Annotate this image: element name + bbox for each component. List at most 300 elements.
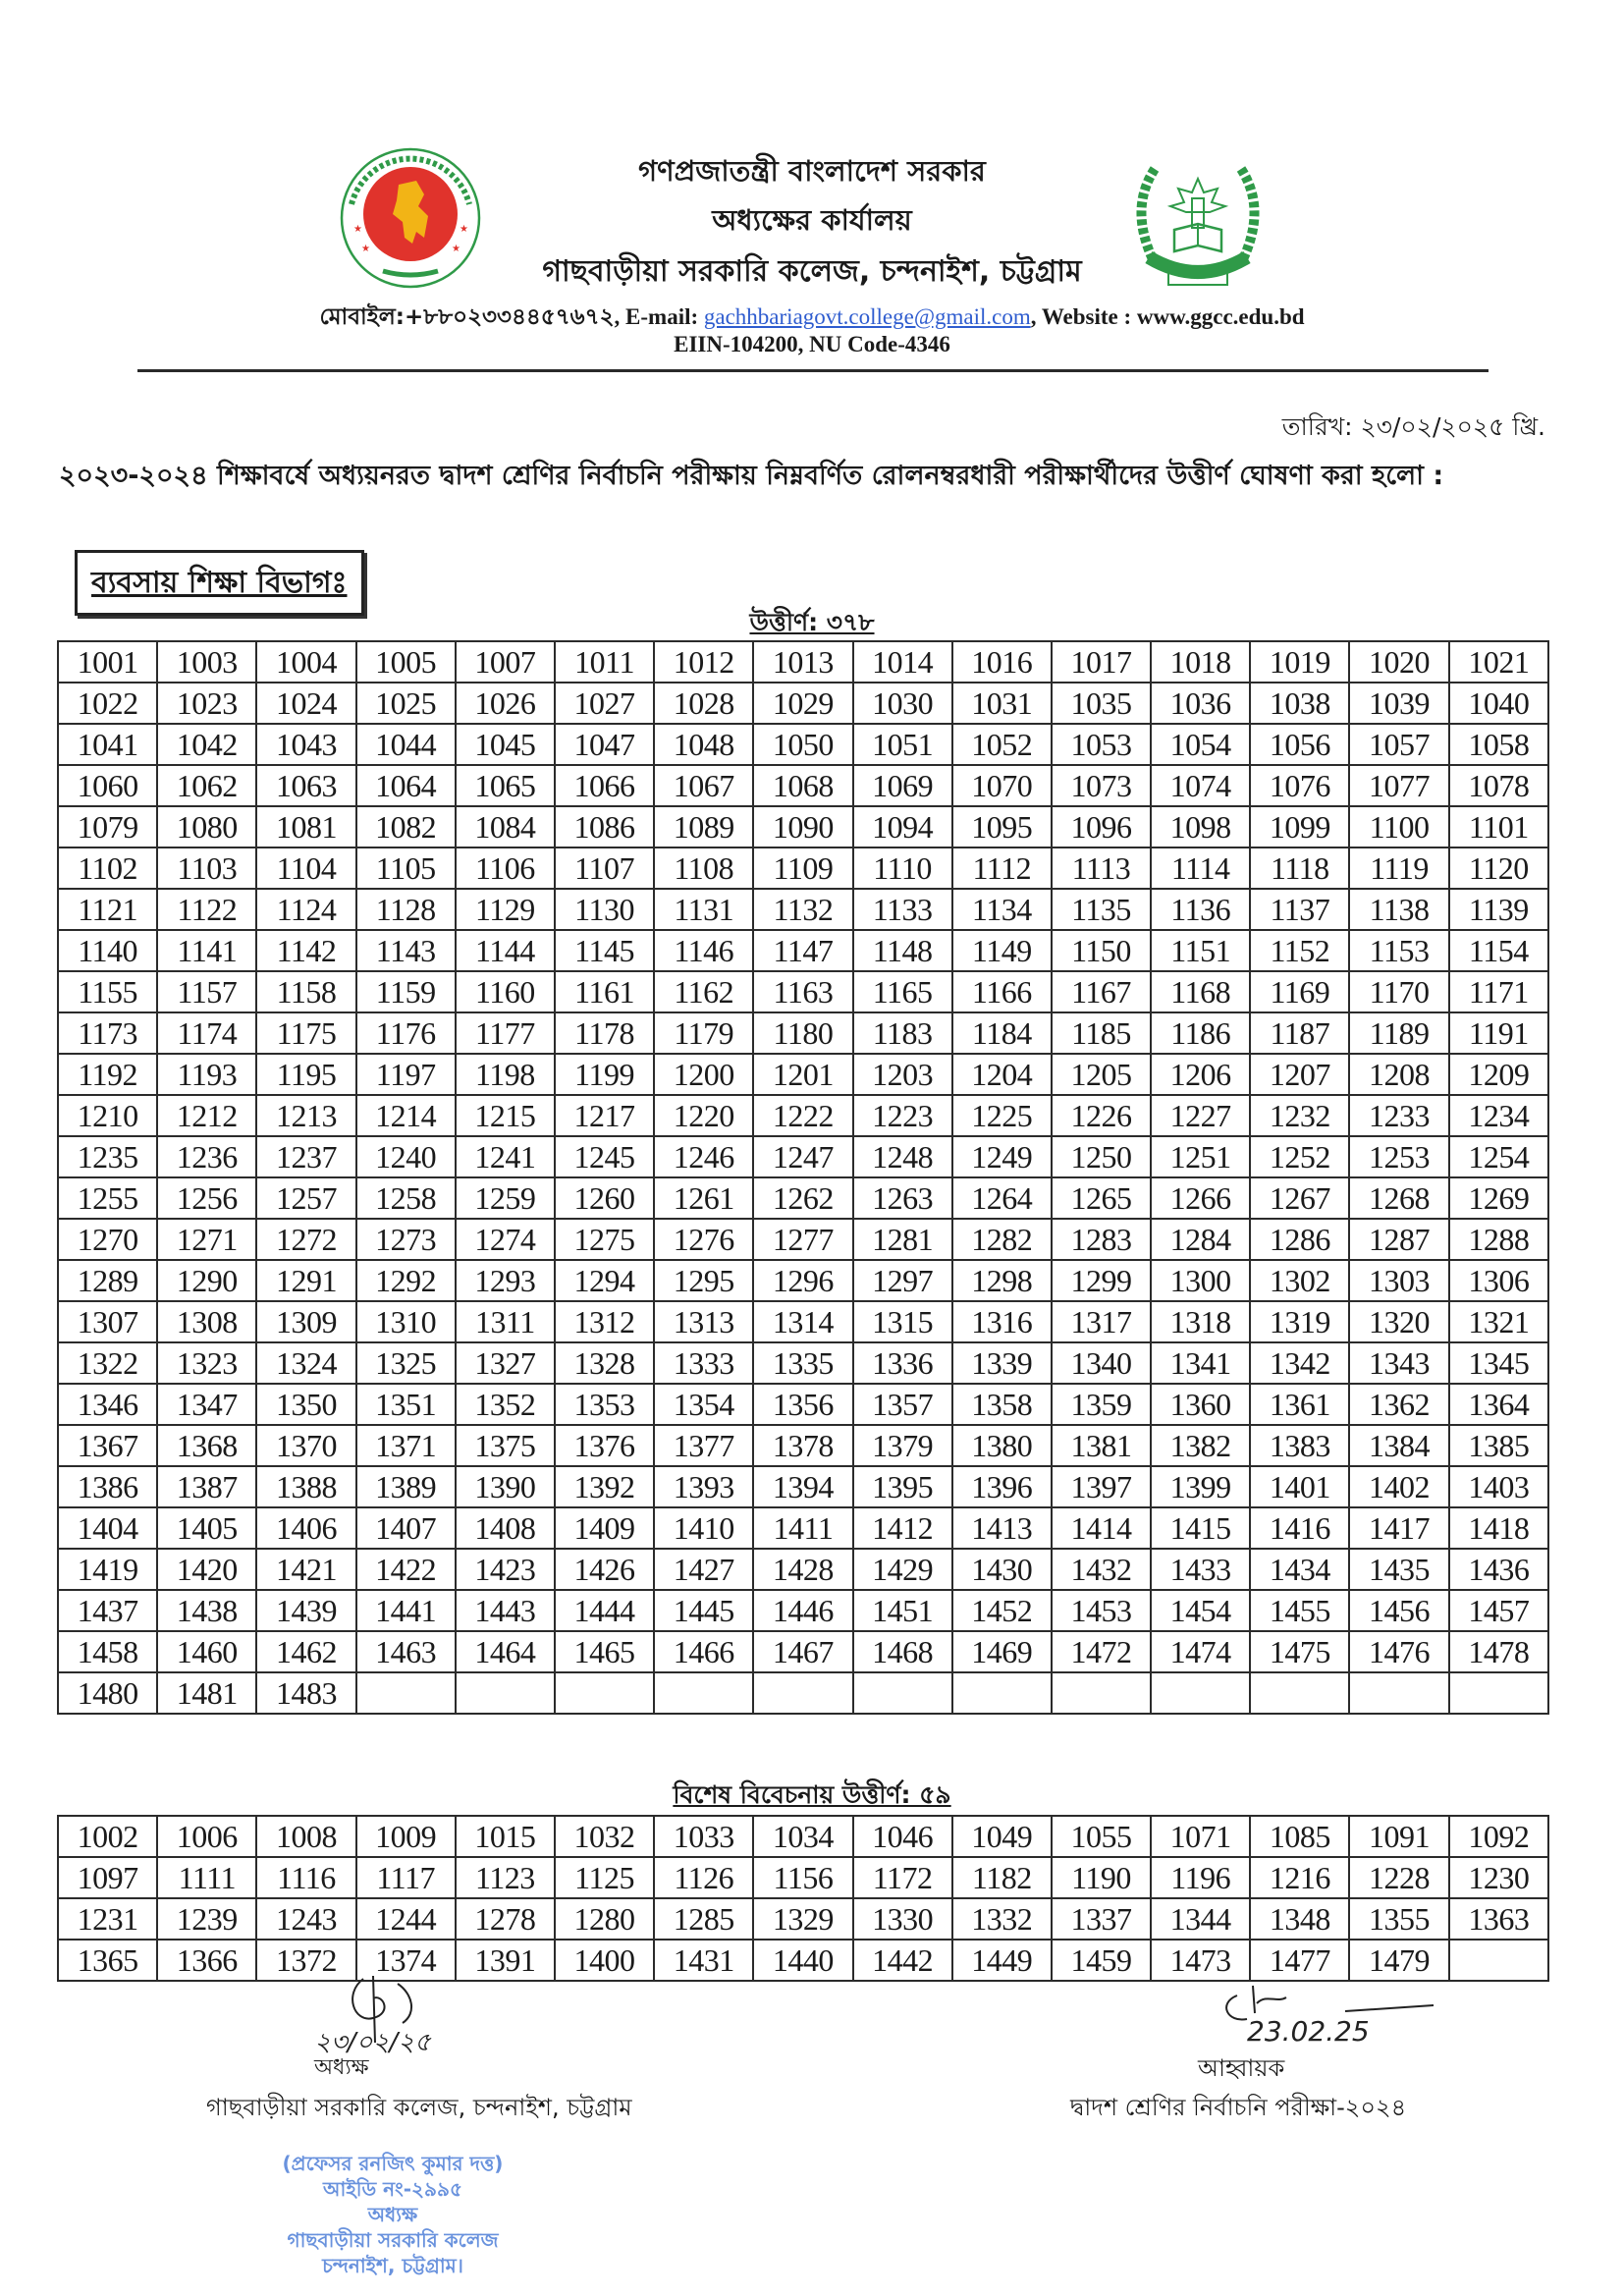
roll-cell: 1324	[256, 1342, 355, 1384]
roll-cell: 1376	[555, 1425, 654, 1466]
empty-cell	[952, 1672, 1052, 1714]
roll-cell: 1012	[654, 641, 753, 683]
roll-cell: 1344	[1151, 1898, 1250, 1940]
roll-cell: 1418	[1449, 1507, 1548, 1549]
table-row	[58, 1219, 1548, 1260]
empty-cell	[555, 1672, 654, 1714]
roll-cell: 1474	[1151, 1631, 1250, 1672]
empty-cell	[853, 1672, 952, 1714]
roll-cell: 1157	[157, 971, 256, 1012]
roll-cell: 1444	[555, 1590, 654, 1631]
roll-cell: 1049	[952, 1816, 1052, 1857]
roll-cell: 1357	[853, 1384, 952, 1425]
roll-cell: 1457	[1449, 1590, 1548, 1631]
roll-cell: 1451	[853, 1590, 952, 1631]
roll-cell: 1374	[356, 1940, 456, 1981]
roll-cell: 1017	[1052, 641, 1151, 683]
roll-cell: 1193	[157, 1054, 256, 1095]
roll-cell: 1432	[1052, 1549, 1151, 1590]
roll-cell: 1372	[256, 1940, 355, 1981]
roll-cell: 1248	[853, 1136, 952, 1177]
roll-cell: 1022	[58, 683, 157, 724]
roll-cell: 1110	[853, 847, 952, 889]
roll-cell: 1018	[1151, 641, 1250, 683]
roll-cell: 1161	[555, 971, 654, 1012]
roll-cell: 1235	[58, 1136, 157, 1177]
roll-cell: 1134	[952, 889, 1052, 930]
roll-cell: 1182	[952, 1857, 1052, 1898]
roll-cell: 1436	[1449, 1549, 1548, 1590]
roll-cell: 1480	[58, 1672, 157, 1714]
roll-cell: 1045	[456, 724, 555, 765]
roll-cell: 1288	[1449, 1219, 1548, 1260]
roll-cell: 1227	[1151, 1095, 1250, 1136]
roll-cell: 1149	[952, 930, 1052, 971]
roll-cell: 1042	[157, 724, 256, 765]
roll-cell: 1234	[1449, 1095, 1548, 1136]
roll-cell: 1325	[356, 1342, 456, 1384]
roll-cell: 1132	[753, 889, 852, 930]
roll-cell: 1079	[58, 806, 157, 847]
table-row	[58, 1384, 1548, 1425]
roll-cell: 1220	[654, 1095, 753, 1136]
roll-cell: 1168	[1151, 971, 1250, 1012]
roll-cell: 1201	[753, 1054, 852, 1095]
convener-title: আহ্বায়ক	[1198, 2054, 1285, 2082]
roll-cell: 1233	[1349, 1095, 1448, 1136]
roll-cell: 1086	[555, 806, 654, 847]
roll-cell: 1399	[1151, 1466, 1250, 1507]
roll-cell: 1122	[157, 889, 256, 930]
roll-cell: 1246	[654, 1136, 753, 1177]
roll-cell: 1207	[1250, 1054, 1349, 1095]
roll-cell: 1141	[157, 930, 256, 971]
roll-cell: 1295	[654, 1260, 753, 1301]
roll-cell: 1223	[853, 1095, 952, 1136]
empty-cell	[356, 1672, 456, 1714]
roll-cell: 1335	[753, 1342, 852, 1384]
roll-cell: 1371	[356, 1425, 456, 1466]
stamp-id: আইডি নং-২৯৯৫	[323, 2177, 462, 2201]
roll-cell: 1032	[555, 1816, 654, 1857]
roll-cell: 1298	[952, 1260, 1052, 1301]
roll-cell: 1259	[456, 1177, 555, 1219]
website-label: , Website :	[1030, 304, 1137, 329]
table-row	[58, 1816, 1548, 1857]
roll-cell: 1214	[356, 1095, 456, 1136]
convener-signature-date: 23.02.25	[1247, 2015, 1370, 2048]
roll-cell: 1327	[456, 1342, 555, 1384]
roll-cell: 1431	[654, 1940, 753, 1981]
roll-cell: 1146	[654, 930, 753, 971]
roll-cell: 1365	[58, 1940, 157, 1981]
roll-cell: 1347	[157, 1384, 256, 1425]
roll-cell: 1262	[753, 1177, 852, 1219]
roll-cell: 1280	[555, 1898, 654, 1940]
roll-cell: 1467	[753, 1631, 852, 1672]
roll-cell: 1005	[356, 641, 456, 683]
roll-cell: 1191	[1449, 1012, 1548, 1054]
roll-cell: 1464	[456, 1631, 555, 1672]
roll-cell: 1253	[1349, 1136, 1448, 1177]
roll-cell: 1118	[1250, 847, 1349, 889]
roll-cell: 1131	[654, 889, 753, 930]
roll-cell: 1453	[1052, 1590, 1151, 1631]
roll-cell: 1050	[753, 724, 852, 765]
roll-cell: 1130	[555, 889, 654, 930]
roll-cell: 1414	[1052, 1507, 1151, 1549]
roll-cell: 1343	[1349, 1342, 1448, 1384]
roll-cell: 1020	[1349, 641, 1448, 683]
roll-cell: 1465	[555, 1631, 654, 1672]
roll-cell: 1096	[1052, 806, 1151, 847]
roll-cell: 1073	[1052, 765, 1151, 806]
roll-cell: 1147	[753, 930, 852, 971]
roll-cell: 1333	[654, 1342, 753, 1384]
table-row	[58, 1466, 1548, 1507]
roll-cell: 1407	[356, 1507, 456, 1549]
roll-cell: 1427	[654, 1549, 753, 1590]
roll-cell: 1428	[753, 1549, 852, 1590]
roll-cell: 1121	[58, 889, 157, 930]
roll-cell: 1241	[456, 1136, 555, 1177]
roll-cell: 1310	[356, 1301, 456, 1342]
roll-cell: 1420	[157, 1549, 256, 1590]
roll-cell: 1313	[654, 1301, 753, 1342]
government-title: গণপ্রজাতন্ত্রী বাংলাদেশ সরকার	[638, 154, 986, 188]
roll-cell: 1260	[555, 1177, 654, 1219]
roll-cell: 1358	[952, 1384, 1052, 1425]
roll-cell: 1232	[1250, 1095, 1349, 1136]
roll-cell: 1001	[58, 641, 157, 683]
roll-cell: 1439	[256, 1590, 355, 1631]
roll-cell: 1377	[654, 1425, 753, 1466]
roll-cell: 1025	[356, 683, 456, 724]
empty-cell	[456, 1672, 555, 1714]
roll-cell: 1355	[1349, 1898, 1448, 1940]
roll-cell: 1092	[1449, 1816, 1548, 1857]
roll-cell: 1076	[1250, 765, 1349, 806]
special-rolls-table	[57, 1815, 1549, 1982]
roll-cell: 1286	[1250, 1219, 1349, 1260]
roll-cell: 1185	[1052, 1012, 1151, 1054]
table-row	[58, 1301, 1548, 1342]
stamp-title: অধ্যক্ষ	[367, 2203, 418, 2226]
roll-cell: 1290	[157, 1260, 256, 1301]
roll-cell: 1070	[952, 765, 1052, 806]
roll-cell: 1284	[1151, 1219, 1250, 1260]
svg-text:★: ★	[460, 224, 468, 235]
principal-stamp	[216, 2151, 569, 2278]
roll-cell: 1209	[1449, 1054, 1548, 1095]
roll-cell: 1422	[356, 1549, 456, 1590]
roll-cell: 1060	[58, 765, 157, 806]
roll-cell: 1452	[952, 1590, 1052, 1631]
roll-cell: 1009	[356, 1816, 456, 1857]
stamp-name: (প্রফেসর রনজিৎ কুমার দত্ত)	[282, 2152, 504, 2175]
roll-cell: 1306	[1449, 1260, 1548, 1301]
roll-cell: 1409	[555, 1507, 654, 1549]
roll-cell: 1152	[1250, 930, 1349, 971]
roll-cell: 1340	[1052, 1342, 1151, 1384]
roll-cell: 1387	[157, 1466, 256, 1507]
roll-cell: 1455	[1250, 1590, 1349, 1631]
roll-cell: 1292	[356, 1260, 456, 1301]
roll-cell: 1251	[1151, 1136, 1250, 1177]
roll-cell: 1475	[1250, 1631, 1349, 1672]
roll-cell: 1397	[1052, 1466, 1151, 1507]
roll-cell: 1337	[1052, 1898, 1151, 1940]
roll-cell: 1287	[1349, 1219, 1448, 1260]
table-row	[58, 1672, 1548, 1714]
roll-cell: 1222	[753, 1095, 852, 1136]
roll-cell: 1154	[1449, 930, 1548, 971]
roll-cell: 1307	[58, 1301, 157, 1342]
table-row	[58, 1136, 1548, 1177]
roll-cell: 1085	[1250, 1816, 1349, 1857]
roll-cell: 1197	[356, 1054, 456, 1095]
roll-cell: 1228	[1349, 1857, 1448, 1898]
roll-cell: 1245	[555, 1136, 654, 1177]
roll-cell: 1116	[256, 1857, 355, 1898]
roll-cell: 1314	[753, 1301, 852, 1342]
roll-cell: 1033	[654, 1816, 753, 1857]
roll-cell: 1339	[952, 1342, 1052, 1384]
roll-cell: 1258	[356, 1177, 456, 1219]
roll-cell: 1206	[1151, 1054, 1250, 1095]
roll-cell: 1155	[58, 971, 157, 1012]
roll-cell: 1370	[256, 1425, 355, 1466]
roll-cell: 1473	[1151, 1940, 1250, 1981]
notice-text: ২০২৩-২০২৪ শিক্ষাবর্ষে অধ্যয়নরত দ্বাদশ শ্রেণির নির্বাচনি পরীক্ষায় নিম্নবর্ণিত রোলনম্বরধারী পরীক্ষার্থীদের উত্তীর্ণ ঘোষণা করা হলো :	[59, 461, 1444, 491]
roll-cell: 1367	[58, 1425, 157, 1466]
roll-cell: 1102	[58, 847, 157, 889]
table-row	[58, 1507, 1548, 1549]
roll-cell: 1106	[456, 847, 555, 889]
roll-cell: 1024	[256, 683, 355, 724]
roll-cell: 1463	[356, 1631, 456, 1672]
roll-cell: 1200	[654, 1054, 753, 1095]
passed-heading: উত্তীর্ণ: ৩৭৮	[749, 608, 875, 636]
roll-cell: 1183	[853, 1012, 952, 1054]
roll-cell: 1423	[456, 1549, 555, 1590]
special-consideration-heading: বিশেষ বিবেচনায় উত্তীর্ণ: ৫৯	[673, 1780, 951, 1809]
roll-cell: 1190	[1052, 1857, 1151, 1898]
roll-cell: 1120	[1449, 847, 1548, 889]
roll-cell: 1213	[256, 1095, 355, 1136]
roll-cell: 1068	[753, 765, 852, 806]
roll-cell: 1145	[555, 930, 654, 971]
roll-cell: 1071	[1151, 1816, 1250, 1857]
roll-cell: 1111	[157, 1857, 256, 1898]
roll-cell: 1038	[1250, 683, 1349, 724]
college-title: গাছবাড়ীয়া সরকারি কলেজ, চন্দনাইশ, চট্টগ্রাম	[542, 254, 1082, 289]
roll-cell: 1273	[356, 1219, 456, 1260]
roll-cell: 1282	[952, 1219, 1052, 1260]
roll-cell: 1396	[952, 1466, 1052, 1507]
empty-cell	[1052, 1672, 1151, 1714]
roll-cell: 1281	[853, 1219, 952, 1260]
roll-cell: 1035	[1052, 683, 1151, 724]
roll-cell: 1267	[1250, 1177, 1349, 1219]
roll-cell: 1391	[456, 1940, 555, 1981]
roll-cell: 1271	[157, 1219, 256, 1260]
roll-cell: 1410	[654, 1507, 753, 1549]
roll-cell: 1361	[1250, 1384, 1349, 1425]
roll-cell: 1057	[1349, 724, 1448, 765]
roll-cell: 1176	[356, 1012, 456, 1054]
roll-cell: 1028	[654, 683, 753, 724]
roll-cell: 1047	[555, 724, 654, 765]
roll-cell: 1360	[1151, 1384, 1250, 1425]
roll-cell: 1364	[1449, 1384, 1548, 1425]
roll-cell: 1421	[256, 1549, 355, 1590]
roll-cell: 1366	[157, 1940, 256, 1981]
roll-cell: 1019	[1250, 641, 1349, 683]
table-row	[58, 1054, 1548, 1095]
roll-cell: 1177	[456, 1012, 555, 1054]
roll-cell: 1171	[1449, 971, 1548, 1012]
roll-cell: 1148	[853, 930, 952, 971]
roll-cell: 1052	[952, 724, 1052, 765]
roll-cell: 1089	[654, 806, 753, 847]
passed-rolls-table	[57, 640, 1549, 1715]
roll-cell: 1255	[58, 1177, 157, 1219]
roll-cell: 1429	[853, 1549, 952, 1590]
roll-cell: 1419	[58, 1549, 157, 1590]
roll-cell: 1323	[157, 1342, 256, 1384]
roll-cell: 1413	[952, 1507, 1052, 1549]
roll-cell: 1053	[1052, 724, 1151, 765]
roll-cell: 1433	[1151, 1549, 1250, 1590]
roll-cell: 1265	[1052, 1177, 1151, 1219]
roll-cell: 1375	[456, 1425, 555, 1466]
roll-cell: 1078	[1449, 765, 1548, 806]
roll-cell: 1240	[356, 1136, 456, 1177]
table-row	[58, 1095, 1548, 1136]
roll-cell: 1408	[456, 1507, 555, 1549]
roll-cell: 1142	[256, 930, 355, 971]
roll-cell: 1128	[356, 889, 456, 930]
roll-cell: 1174	[157, 1012, 256, 1054]
roll-cell: 1144	[456, 930, 555, 971]
roll-cell: 1095	[952, 806, 1052, 847]
roll-cell: 1013	[753, 641, 852, 683]
roll-cell: 1435	[1349, 1549, 1448, 1590]
roll-cell: 1100	[1349, 806, 1448, 847]
empty-cell	[1449, 1672, 1548, 1714]
principal-signature-date: ২৩/০২/২৫	[314, 2028, 431, 2057]
roll-cell: 1217	[555, 1095, 654, 1136]
roll-cell: 1030	[853, 683, 952, 724]
roll-cell: 1321	[1449, 1301, 1548, 1342]
roll-cell: 1256	[157, 1177, 256, 1219]
roll-cell: 1090	[753, 806, 852, 847]
roll-cell: 1378	[753, 1425, 852, 1466]
roll-cell: 1187	[1250, 1012, 1349, 1054]
convener-signature	[1218, 1984, 1473, 2057]
empty-cell	[1250, 1672, 1349, 1714]
roll-cell: 1143	[356, 930, 456, 971]
roll-cell: 1384	[1349, 1425, 1448, 1466]
roll-cell: 1023	[157, 683, 256, 724]
email-link[interactable]: gachhbariagovt.college@gmail.com	[703, 304, 1031, 329]
roll-cell: 1257	[256, 1177, 355, 1219]
roll-cell: 1404	[58, 1507, 157, 1549]
roll-cell: 1395	[853, 1466, 952, 1507]
institution-codes: EIIN-104200, NU Code-4346	[674, 332, 950, 356]
roll-cell: 1353	[555, 1384, 654, 1425]
roll-cell: 1198	[456, 1054, 555, 1095]
table-row	[58, 1940, 1548, 1981]
roll-cell: 1300	[1151, 1260, 1250, 1301]
roll-cell: 1008	[256, 1816, 355, 1857]
roll-cell: 1302	[1250, 1260, 1349, 1301]
roll-cell: 1205	[1052, 1054, 1151, 1095]
roll-cell: 1237	[256, 1136, 355, 1177]
roll-cell: 1064	[356, 765, 456, 806]
roll-cell: 1317	[1052, 1301, 1151, 1342]
roll-cell: 1382	[1151, 1425, 1250, 1466]
roll-cell: 1140	[58, 930, 157, 971]
roll-cell: 1383	[1250, 1425, 1349, 1466]
roll-cell: 1296	[753, 1260, 852, 1301]
table-row	[58, 765, 1548, 806]
roll-cell: 1138	[1349, 889, 1448, 930]
website-link[interactable]: www.ggcc.edu.bd	[1136, 304, 1305, 329]
roll-cell: 1180	[753, 1012, 852, 1054]
roll-cell: 1294	[555, 1260, 654, 1301]
roll-cell: 1330	[853, 1898, 952, 1940]
roll-cell: 1328	[555, 1342, 654, 1384]
roll-cell: 1303	[1349, 1260, 1448, 1301]
roll-cell: 1094	[853, 806, 952, 847]
roll-cell: 1386	[58, 1466, 157, 1507]
roll-cell: 1263	[853, 1177, 952, 1219]
roll-cell: 1178	[555, 1012, 654, 1054]
table-row	[58, 1549, 1548, 1590]
roll-cell: 1261	[654, 1177, 753, 1219]
roll-cell: 1297	[853, 1260, 952, 1301]
table-row	[58, 641, 1548, 683]
roll-cell: 1405	[157, 1507, 256, 1549]
roll-cell: 1124	[256, 889, 355, 930]
roll-cell: 1362	[1349, 1384, 1448, 1425]
roll-cell: 1438	[157, 1590, 256, 1631]
roll-cell: 1400	[555, 1940, 654, 1981]
table-row	[58, 889, 1548, 930]
roll-cell: 1014	[853, 641, 952, 683]
roll-cell: 1476	[1349, 1631, 1448, 1672]
roll-cell: 1250	[1052, 1136, 1151, 1177]
roll-cell: 1169	[1250, 971, 1349, 1012]
stamp-location: চন্দনাইশ, চট্টগ্রাম।	[322, 2254, 463, 2277]
roll-cell: 1469	[952, 1631, 1052, 1672]
roll-cell: 1356	[753, 1384, 852, 1425]
roll-cell: 1063	[256, 765, 355, 806]
roll-cell: 1275	[555, 1219, 654, 1260]
roll-cell: 1151	[1151, 930, 1250, 971]
svg-text:★: ★	[353, 224, 362, 235]
roll-cell: 1101	[1449, 806, 1548, 847]
roll-cell: 1231	[58, 1898, 157, 1940]
roll-cell: 1270	[58, 1219, 157, 1260]
roll-cell: 1440	[753, 1940, 852, 1981]
roll-cell: 1007	[456, 641, 555, 683]
roll-cell: 1402	[1349, 1466, 1448, 1507]
roll-cell: 1208	[1349, 1054, 1448, 1095]
roll-cell: 1249	[952, 1136, 1052, 1177]
